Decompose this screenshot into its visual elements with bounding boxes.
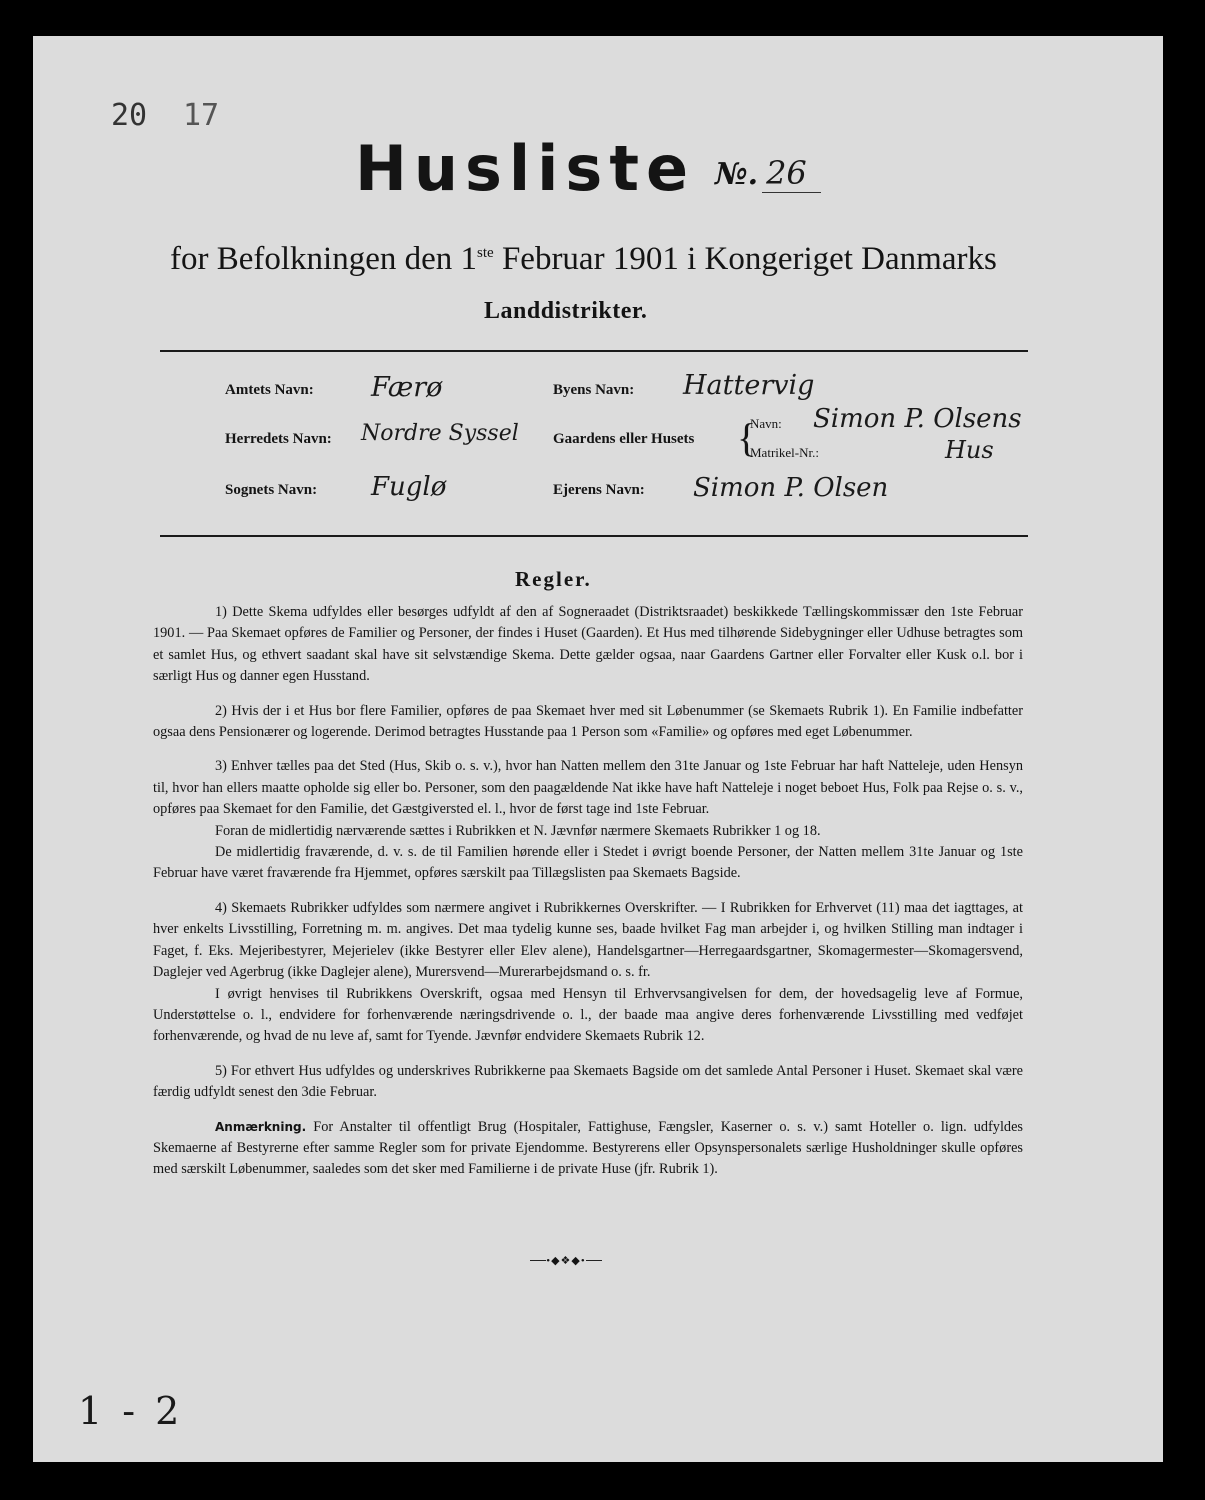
annotation-label: Anmærkning. — [215, 1119, 307, 1134]
corner-number-right: 17 — [183, 98, 220, 133]
herred-label: Herredets Navn: — [225, 431, 332, 447]
ejer-value: Simon P. Olsen — [693, 473, 889, 503]
navn-label: Navn: — [750, 416, 782, 431]
number-value: 26 — [762, 154, 821, 193]
sogn-value: Fuglø — [371, 472, 447, 502]
amt-label: Amtets Navn: — [225, 382, 314, 398]
matrikel-label: Matrikel-Nr.: — [750, 445, 819, 460]
rules-heading: Regler. — [515, 567, 592, 591]
ejer-label: Ejerens Navn: — [553, 482, 645, 498]
annotation-text: For Anstalter til offentligt Brug (Hospitaler, Fattighuse, Fængsler, Kaserner o. s. v.) samt Hoteller o. lign. udfyldes Skemaerne af Bestyrerne efter samme Regler som for private Ejendomme. Bestyrerens eller Opsynspersonalets særlige Husholdninger skulle opføres med særskilt Løbenummer, saaledes som det sker med Familierne i de private Huse (jfr. Rubrik 1). — [153, 1118, 1023, 1178]
gaard-label: Gaardens eller Husets — [553, 431, 695, 447]
annotation — [153, 1117, 1023, 1181]
navn-value: Simon P. Olsens — [813, 404, 1022, 434]
corner-number-left: 20 — [111, 98, 148, 133]
sogn-label: Sognets Navn: — [225, 482, 318, 498]
rule-3: 3) Enhver tælles paa det Sted (Hus, Skib o. s. v.), hvor han Natten mellem den 31te Januar og 1ste Februar har haft Natteleje, uden Hensyn til, hvor han ellers maatte opholde sig eller bo. Personer, som den paagældende Nat ikke have haft Natteleje i noget beboet Hus, Folk paa Rejse o. s. v., opføres paa Skemaet for den Familie, det Gæstgiversted el. l., hvor de først tage ind 1ste Februar. — [153, 758, 1023, 818]
subtitle: for Befolkningen den 1ste Februar 1901 i Kongeriget Danmarks — [170, 241, 997, 277]
rule-1: 1) Dette Skema udfyldes eller besørges udfyldt af den af Sogneraadet (Distriktsraadet) beskikkede Tællingskommissær den 1ste Februar 1901. — Paa Skemaet opføres de Familier og Personer, der findes i Huset (Gaarden). Et Hus med tilhørende Sidebygninger eller Udhuse betragtes som et samlet Hus, og ethvert saadant skal have sit selvstændige Skema. Dette gælder ogsaa, naar Gaardens Gartner eller Forvalter eller Kusk o.l. bor i særligt Hus og danner egen Husstand. — [153, 604, 1023, 685]
title-text: Husliste — [355, 132, 696, 205]
top-divider — [160, 350, 1028, 352]
rule-5: 5) For ethvert Hus udfyldes og underskrives Rubrikkerne paa Skemaets Bagside om det samlede Antal Personer i Huset. Skemaet skal være færdig udfyldt senest den 3die Februar. — [153, 1062, 1023, 1101]
district-heading: Landdistrikter. — [484, 298, 648, 324]
rule-3-note-n: Foran de midlertidig nærværende sættes i Rubrikken et N. Jævnfør nærmere Skemaets Rubrikker 1 og 18. — [215, 822, 821, 839]
list-number — [715, 154, 821, 192]
herred-value: Nordre Syssel — [361, 421, 519, 446]
rule-2: 2) Hvis der i et Hus bor flere Familier, opføres de paa Skemaet hver med sit Løbenummer (se Skemaets Rubrik 1). En Familie indbefatter ogsaa dens Pensionærer og logerende. Derimod betragtes Husstande paa 1 Person som «Familie» og opføres med eget Løbenummer. — [153, 702, 1023, 741]
bottom-divider — [160, 535, 1028, 537]
margin-note: 1 - 2 — [78, 1389, 184, 1433]
matrikel-value: Hus — [945, 436, 994, 464]
by-label: Byens Navn: — [553, 382, 635, 398]
rule-4: 4) Skemaets Rubrikker udfyldes som nærmere angivet i Rubrikkernes Overskrifter. — I Rubrikken for Erhvervet (11) maa det iagttages, at hver enkelts Livsstilling, Forretning m. m. angives. Det maa tydelig kunne ses, baade hvilket Fag man arbejder i, og hvilken Stilling man indtager i Faget, f. Eks. Mejeribestyrer, Mejerielev (ikke Bestyrer eller Elev alene), Handelsgartner—Herregaardsgartner, Skomagermester—Skomagersvend, Daglejer ved Agerbrug (ikke Daglejer alene), Murersvend—Murerarbejdsmand o. s. fr. — [153, 899, 1023, 981]
number-symbol: №. — [715, 157, 759, 192]
form-page — [33, 36, 1163, 1462]
rule-3-absent: De midlertidig fraværende, d. v. s. de til Familien hørende eller i Stedet i øvrigt boende Personer, der Natten mellem 31te Januar og 1ste Februar have været fraværende fra Hjemmet, opføres særskilt paa Tillægslisten paa Skemaets Bagside. — [153, 844, 1023, 882]
ornament: •◆❖◆• — [511, 1251, 621, 1269]
rules-body — [153, 602, 1023, 1181]
by-value: Hattervig — [683, 370, 815, 401]
brace: { — [737, 415, 757, 460]
page-title — [355, 134, 695, 204]
amt-value: Færø — [371, 372, 443, 403]
rule-4-cont: I øvrigt henvises til Rubrikkens Overskrift, ogsaa med Hensyn til Erhvervsangivelsen for dem, der hovedsagelig leve af Formue, Understøttelse o. l., endvidere for forhenværende næringsdrivende o. l., der baade maa angive deres forhenværende Livsstilling med vedføjet forhenværende, og hvad de nu leve af, samt for Tyende. Jævnfør endvidere Skemaets Rubrik 12. — [153, 985, 1023, 1045]
